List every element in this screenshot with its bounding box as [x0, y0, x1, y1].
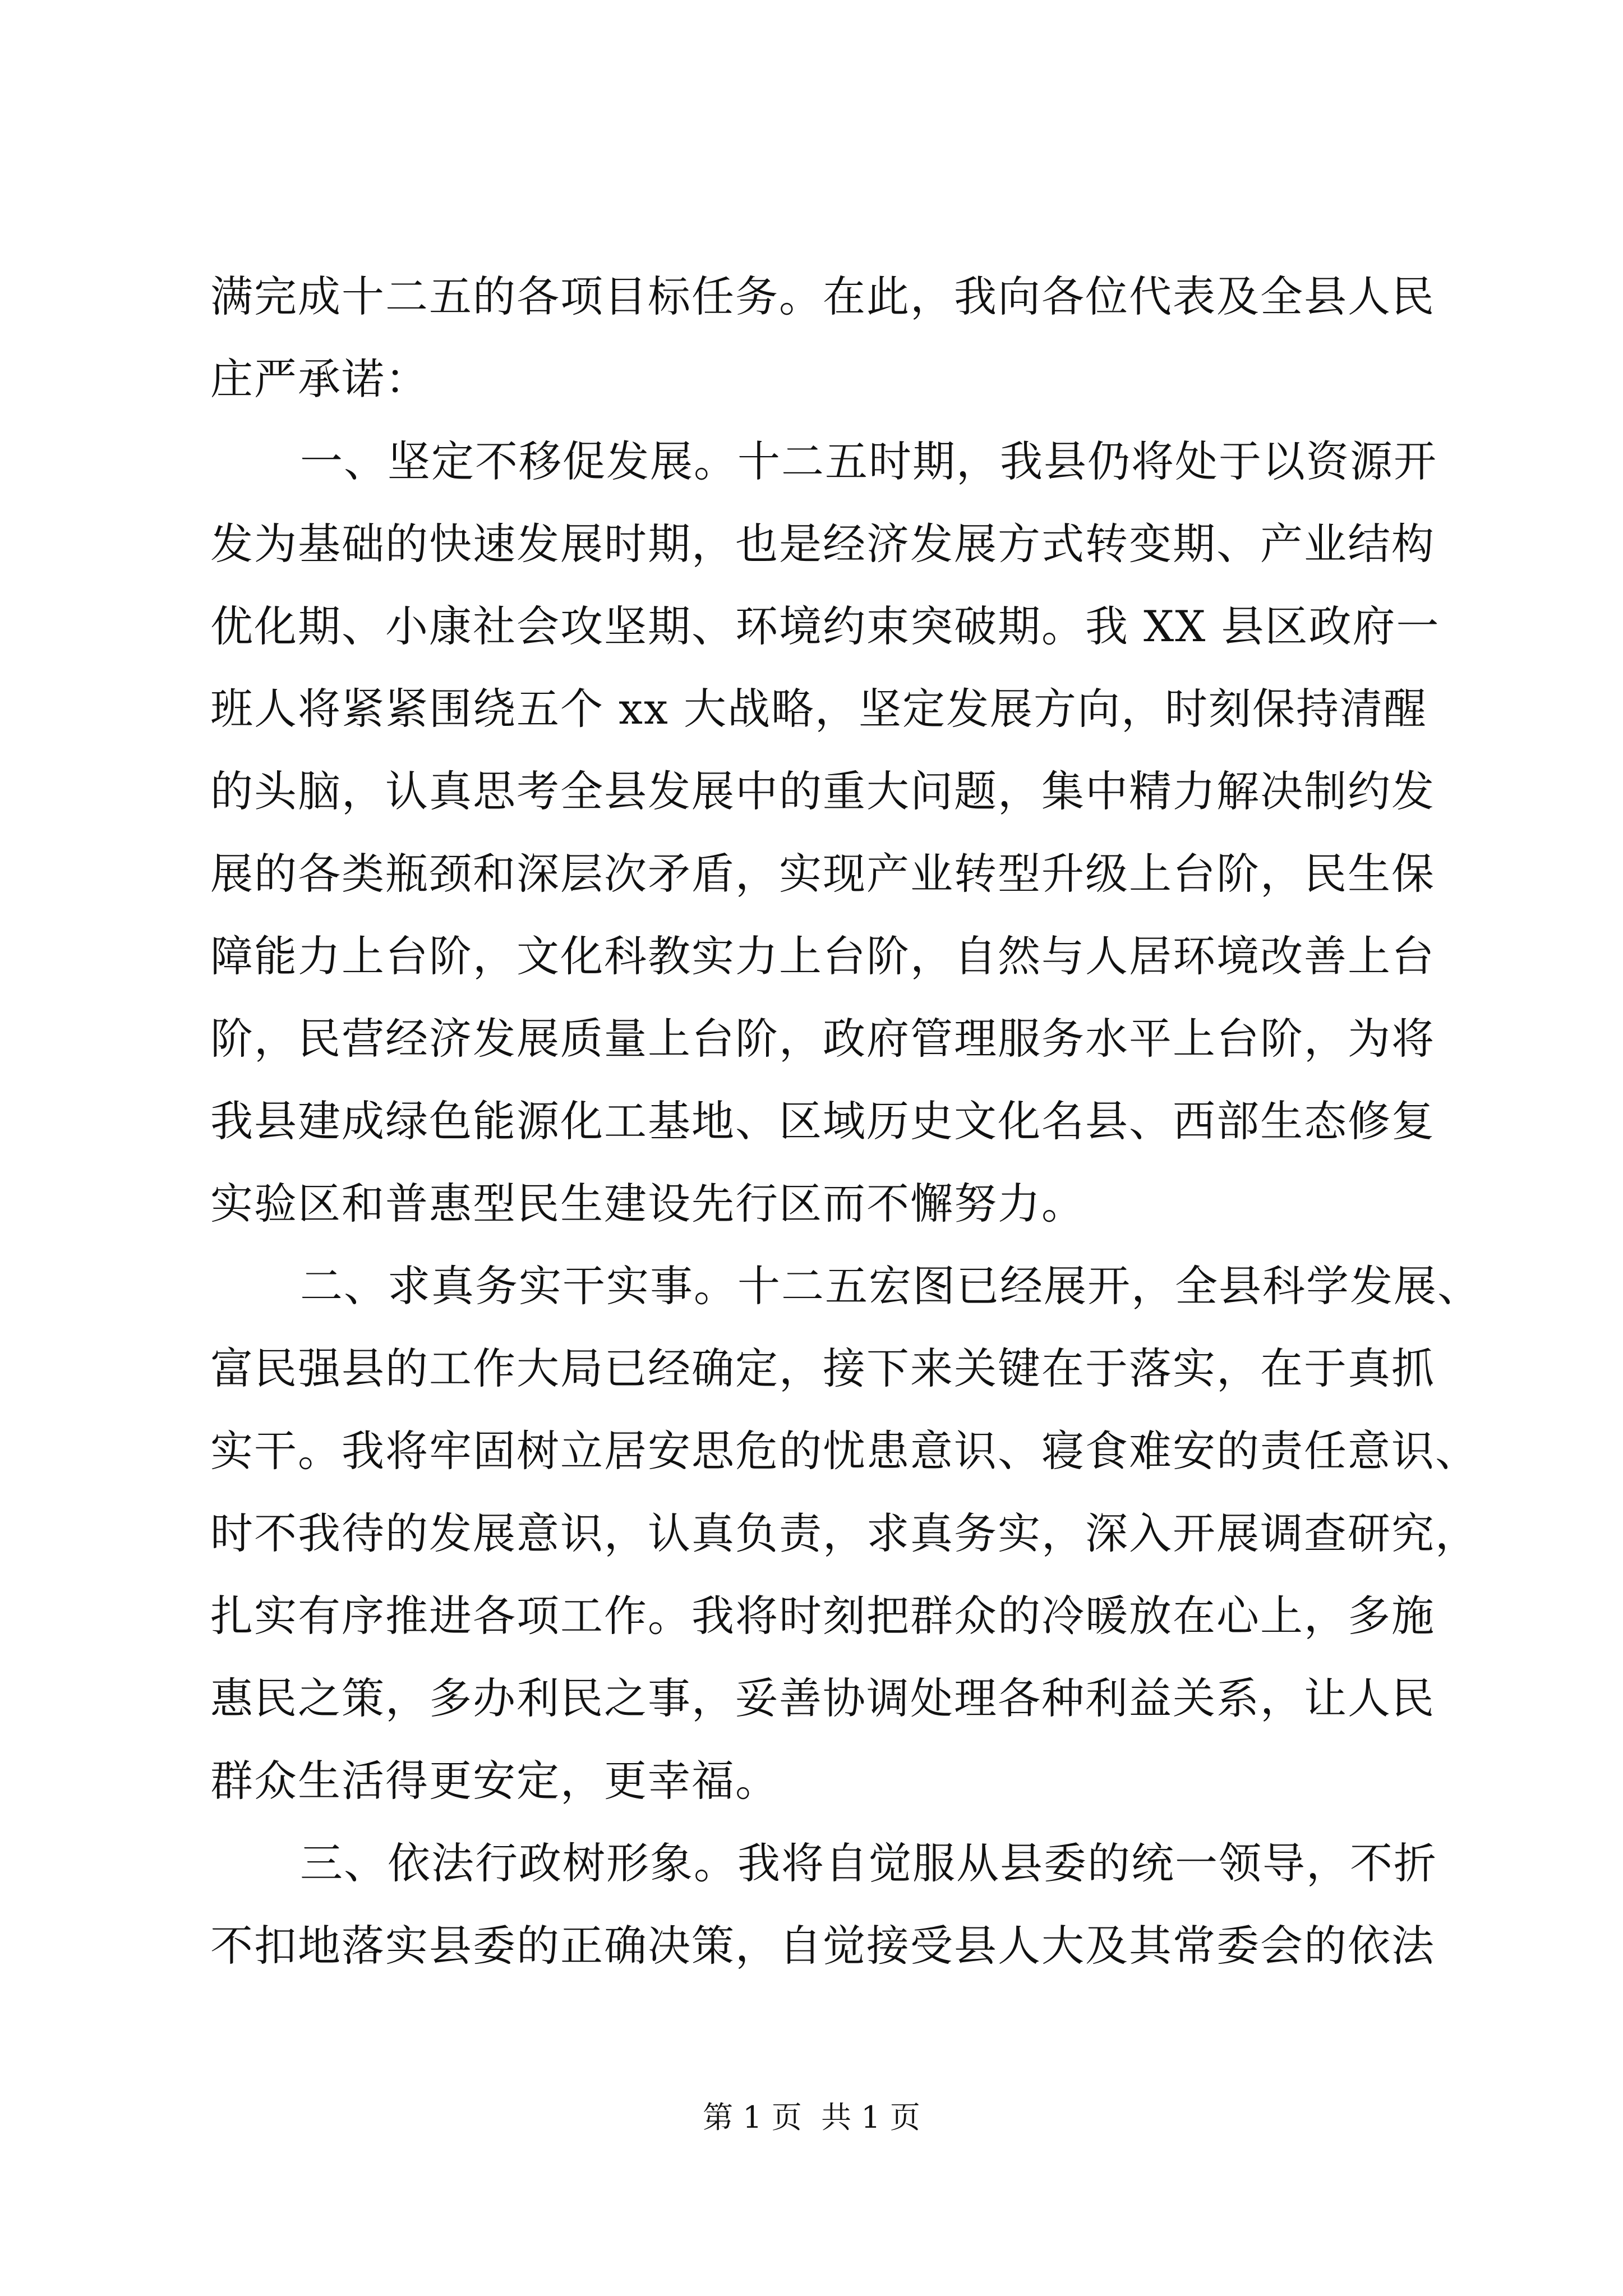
page-footer: 第 1 页 共 1 页	[703, 2100, 920, 2135]
text-line: 我县建成绿色能源化工基地、区域历史文化名县、西部生态修复	[210, 1096, 1435, 1146]
text-line: 一、坚定不移促发展。十二五时期，我县仍将处于以资源开	[300, 436, 1437, 486]
text-line: 惠民之策，多办利民之事，妥善协调处理各种利益关系，让人民	[210, 1673, 1435, 1723]
text-line: 实干。我将牢固树立居安思危的忧患意识、寝食难安的责任意识、	[210, 1426, 1479, 1476]
text-line: 的头脑，认真思考全县发展中的重大问题，集中精力解决制约发	[210, 766, 1435, 816]
text-line: 扎实有序推进各项工作。我将时刻把群众的冷暖放在心上，多施	[210, 1591, 1435, 1641]
text-line: 发为基础的快速发展时期，也是经济发展方式转变期、产业结构	[210, 519, 1435, 569]
text-line: 富民强县的工作大局已经确定，接下来关键在于落实，在于真抓	[210, 1343, 1435, 1393]
text-line: 二、求真务实干实事。十二五宏图已经展开，全县科学发展、	[300, 1261, 1481, 1311]
text-line: 阶，民营经济发展质量上台阶，政府管理服务水平上台阶，为将	[210, 1014, 1435, 1064]
text-line: 三、依法行政树形象。我将自觉服从县委的统一领导，不折	[300, 1838, 1437, 1888]
text-line: 障能力上台阶，文化科教实力上台阶，自然与人居环境改善上台	[210, 931, 1435, 981]
body-text	[210, 255, 1481, 1987]
text-line: 实验区和普惠型民生建设先行区而不懈努力。	[210, 1179, 1085, 1228]
text-line: 优化期、小康社会攻坚期、环境约束突破期。我 XX 县区政府一	[210, 601, 1440, 651]
text-line: 庄严承诺：	[210, 354, 429, 404]
text-line: 班人将紧紧围绕五个 xx 大战略，坚定发展方向，时刻保持清醒	[210, 684, 1428, 734]
text-line: 时不我待的发展意识，认真负责，求真务实，深入开展调查研究，	[210, 1508, 1479, 1558]
text-line: 群众生活得更安定，更幸福。	[210, 1756, 779, 1806]
text-line: 不扣地落实县委的正确决策，自觉接受县人大及其常委会的依法	[210, 1921, 1435, 1971]
text-line: 展的各类瓶颈和深层次矛盾，实现产业转型升级上台阶，民生保	[210, 849, 1435, 899]
text-line: 满完成十二五的各项目标任务。在此，我向各位代表及全县人民	[210, 272, 1435, 321]
